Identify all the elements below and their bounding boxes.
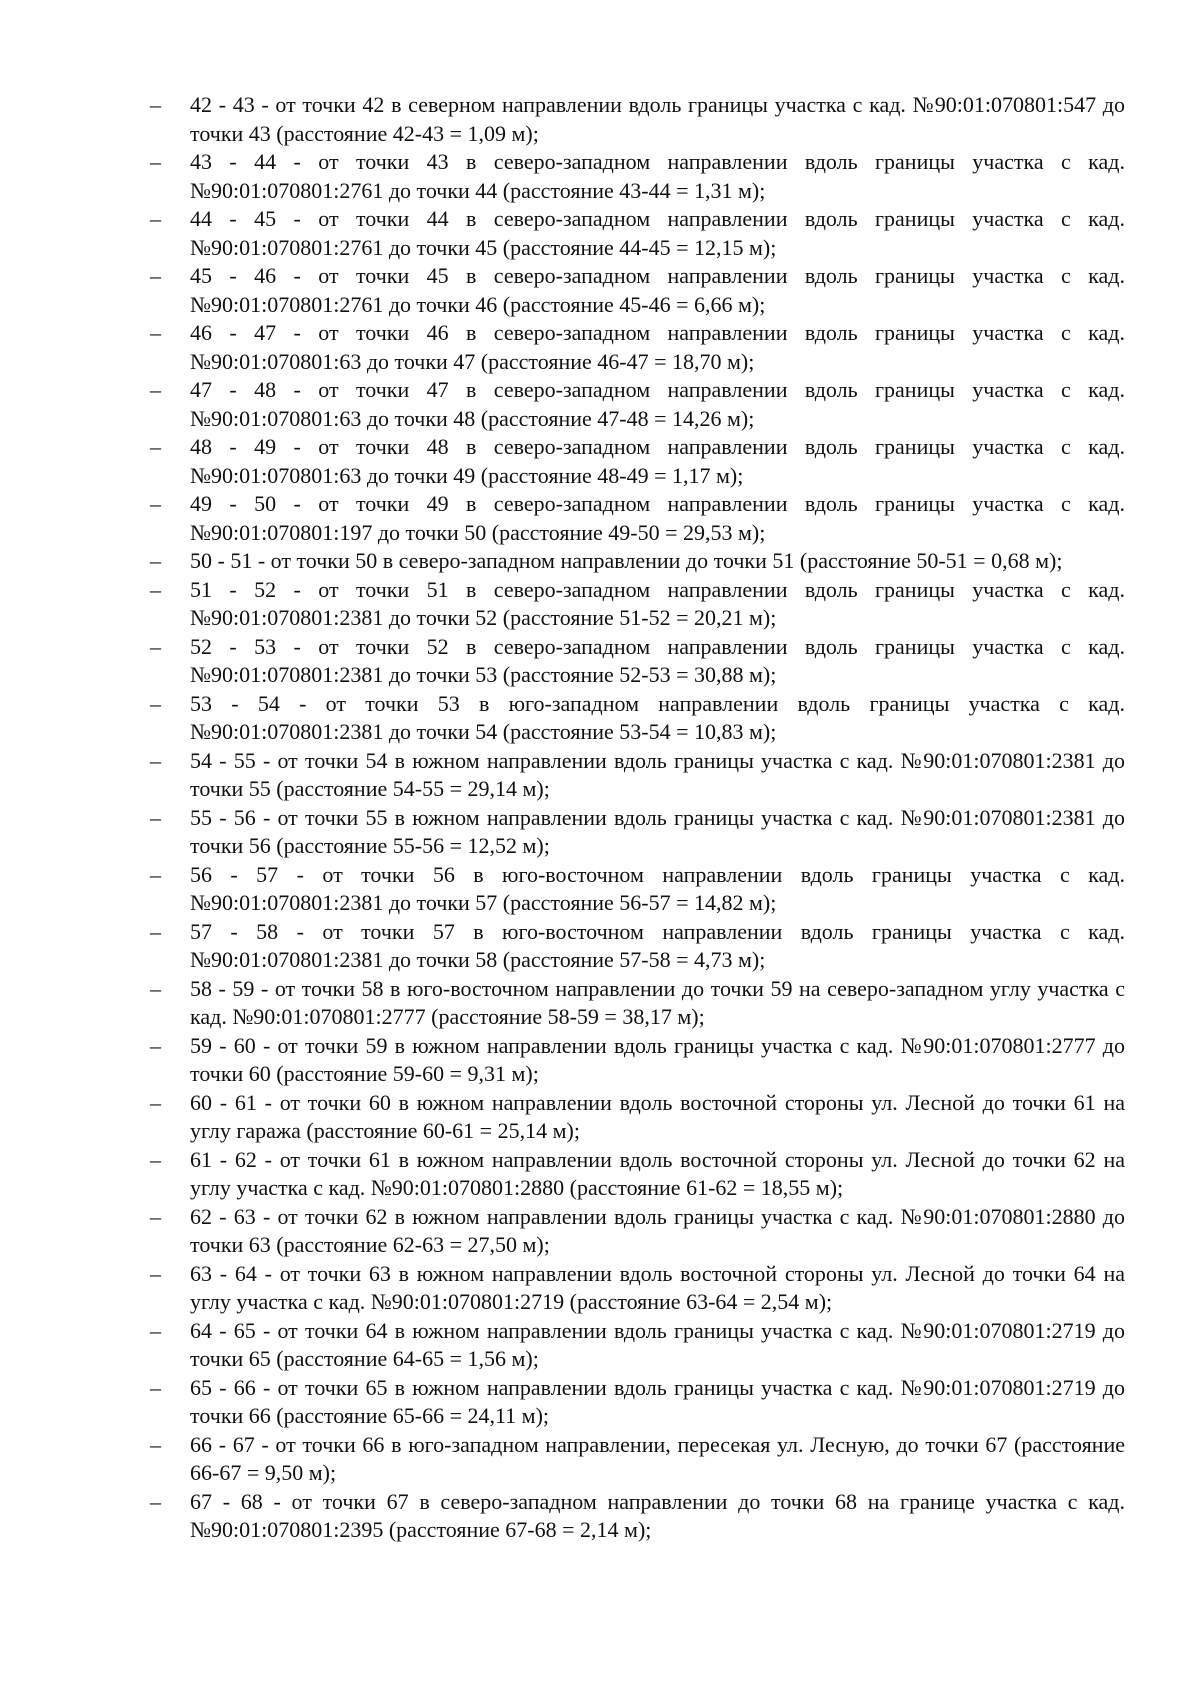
dash-bullet: –: [150, 206, 161, 231]
list-item-text: 45 - 46 - от точки 45 в северо-западном направлении вдоль границы участка с кад. №90:01:070801:2761 до точки 46 (расстояние 45-46 = 6,66 м);: [190, 263, 1125, 317]
list-item: [150, 576, 1125, 633]
dash-bullet: –: [150, 804, 161, 830]
list-item: [150, 633, 1125, 690]
list-item-text: 56 - 57 - от точки 56 в юго-восточном направлении вдоль границы участка с кад. №90:01:070801:2381 до точки 57 (расстояние 56-57 = 14,82 м);: [190, 861, 1125, 915]
list-item-text: 62 - 63 - от точки 62 в южном направлении вдоль границы участка с кад. №90:01:070801:2880 до точки 63 (расстояние 62-63 = 27,50 м);: [190, 1203, 1125, 1257]
list-item: [150, 804, 1125, 861]
list-item: [150, 861, 1125, 918]
list-item-text: 57 - 58 - от точки 57 в юго-восточном направлении вдоль границы участка с кад. №90:01:070801:2381 до точки 58 (расстояние 57-58 = 4,73 м);: [190, 918, 1125, 972]
dash-bullet: –: [150, 1146, 161, 1172]
list-item: [150, 376, 1125, 433]
list-item: [150, 918, 1125, 975]
list-item-text: 42 - 43 - от точки 42 в северном направлении вдоль границы участка с кад. №90:01:070801:547 до точки 43 (расстояние 42-43 = 1,09 м);: [190, 92, 1125, 146]
list-item: [150, 148, 1125, 205]
dash-bullet: –: [150, 1032, 161, 1058]
list-item-text: 65 - 66 - от точки 65 в южном направлении вдоль границы участка с кад. №90:01:070801:2719 до точки 66 (расстояние 65-66 = 24,11 м);: [190, 1374, 1125, 1428]
dash-bullet: –: [150, 1260, 161, 1286]
list-item: [150, 433, 1125, 490]
dash-bullet: –: [150, 1089, 161, 1115]
dash-bullet: –: [150, 861, 161, 887]
list-item-text: 44 - 45 - от точки 44 в северо-западном направлении вдоль границы участка с кад. №90:01:070801:2761 до точки 45 (расстояние 44-45 = 12,15 м);: [190, 206, 1125, 260]
list-item-text: 47 - 48 - от точки 47 в северо-западном направлении вдоль границы участка с кад. №90:01:070801:63 до точки 48 (расстояние 47-48 = 14,26 м);: [190, 377, 1125, 431]
dash-bullet: –: [150, 576, 161, 602]
dash-bullet: –: [150, 548, 161, 573]
list-item-text: 60 - 61 - от точки 60 в южном направлении вдоль восточной стороны ул. Лесной до точки 61 на углу гаража (расстояние 60-61 = 25,14 м);: [190, 1089, 1125, 1143]
list-item: [150, 1488, 1125, 1545]
list-item-text: 64 - 65 - от точки 64 в южном направлении вдоль границы участка с кад. №90:01:070801:2719 до точки 65 (расстояние 64-65 = 1,56 м);: [190, 1317, 1125, 1371]
dash-bullet: –: [150, 149, 161, 174]
list-item: [150, 1260, 1125, 1317]
list-item: [150, 205, 1125, 262]
dash-bullet: –: [150, 92, 161, 117]
list-item-text: 59 - 60 - от точки 59 в южном направлении вдоль границы участка с кад. №90:01:070801:2777 до точки 60 (расстояние 59-60 = 9,31 м);: [190, 1032, 1125, 1086]
list-item-text: 48 - 49 - от точки 48 в северо-западном направлении вдоль границы участка с кад. №90:01:070801:63 до точки 49 (расстояние 48-49 = 1,17 м);: [190, 434, 1125, 488]
list-item: [150, 262, 1125, 319]
dash-bullet: –: [150, 491, 161, 516]
list-item-text: 51 - 52 - от точки 51 в северо-западном направлении вдоль границы участка с кад. №90:01:070801:2381 до точки 52 (расстояние 51-52 = 20,21 м);: [190, 576, 1125, 630]
list-item: [150, 91, 1125, 148]
dash-bullet: –: [150, 320, 161, 345]
list-item-text: 49 - 50 - от точки 49 в северо-западном направлении вдоль границы участка с кад. №90:01:070801:197 до точки 50 (расстояние 49-50 = 29,53 м);: [190, 491, 1125, 545]
list-item: [150, 1089, 1125, 1146]
list-item: [150, 690, 1125, 747]
list-item: [150, 1317, 1125, 1374]
dash-bullet: –: [150, 918, 161, 944]
list-item-text: 61 - 62 - от точки 61 в южном направлении вдоль восточной стороны ул. Лесной до точки 62 на углу участка с кад. №90:01:070801:2880 (расстояние 61-62 = 18,55 м);: [190, 1146, 1125, 1200]
boundary-description-list: [150, 91, 1125, 1545]
dash-bullet: –: [150, 377, 161, 402]
dash-bullet: –: [150, 1488, 161, 1514]
list-item: [150, 975, 1125, 1032]
dash-bullet: –: [150, 975, 161, 1001]
dash-bullet: –: [150, 1317, 161, 1343]
list-item: [150, 1146, 1125, 1203]
list-item-text: 43 - 44 - от точки 43 в северо-западном направлении вдоль границы участка с кад. №90:01:070801:2761 до точки 44 (расстояние 43-44 = 1,31 м);: [190, 149, 1125, 203]
list-item-text: 46 - 47 - от точки 46 в северо-западном направлении вдоль границы участка с кад. №90:01:070801:63 до точки 47 (расстояние 46-47 = 18,70 м);: [190, 320, 1125, 374]
dash-bullet: –: [150, 434, 161, 459]
dash-bullet: –: [150, 747, 161, 773]
list-item-text: 58 - 59 - от точки 58 в юго-восточном направлении до точки 59 на северо-западном углу участка с кад. №90:01:070801:2777 (расстояние 58-59 = 38,17 м);: [190, 975, 1125, 1029]
list-item-text: 52 - 53 - от точки 52 в северо-западном направлении вдоль границы участка с кад. №90:01:070801:2381 до точки 53 (расстояние 52-53 = 30,88 м);: [190, 633, 1125, 687]
list-item-text: 55 - 56 - от точки 55 в южном направлении вдоль границы участка с кад. №90:01:070801:2381 до точки 56 (расстояние 55-56 = 12,52 м);: [190, 804, 1125, 858]
list-item-text: 66 - 67 - от точки 66 в юго-западном направлении, пересекая ул. Лесную, до точки 67 (расстояние 66-67 = 9,50 м);: [190, 1431, 1125, 1485]
list-item: [150, 319, 1125, 376]
list-item: [150, 1431, 1125, 1488]
dash-bullet: –: [150, 1431, 161, 1457]
dash-bullet: –: [150, 633, 161, 659]
list-item: [150, 1374, 1125, 1431]
list-item: [150, 1203, 1125, 1260]
dash-bullet: –: [150, 263, 161, 288]
list-item-text: 50 - 51 - от точки 50 в северо-западном направлении до точки 51 (расстояние 50-51 = 0,68 м);: [190, 548, 1063, 573]
list-item-text: 67 - 68 - от точки 67 в северо-западном направлении до точки 68 на границе участка с кад. №90:01:070801:2395 (расстояние 67-68 = 2,14 м);: [190, 1488, 1125, 1542]
list-item: [150, 1032, 1125, 1089]
list-item-text: 54 - 55 - от точки 54 в южном направлении вдоль границы участка с кад. №90:01:070801:2381 до точки 55 (расстояние 54-55 = 29,14 м);: [190, 747, 1125, 801]
list-item-text: 63 - 64 - от точки 63 в южном направлении вдоль восточной стороны ул. Лесной до точки 64 на углу участка с кад. №90:01:070801:2719 (расстояние 63-64 = 2,54 м);: [190, 1260, 1125, 1314]
dash-bullet: –: [150, 690, 161, 716]
dash-bullet: –: [150, 1203, 161, 1229]
dash-bullet: –: [150, 1374, 161, 1400]
list-item: [150, 490, 1125, 547]
list-item: [150, 547, 1125, 576]
list-item: [150, 747, 1125, 804]
list-item-text: 53 - 54 - от точки 53 в юго-западном направлении вдоль границы участка с кад. №90:01:070801:2381 до точки 54 (расстояние 53-54 = 10,83 м);: [190, 690, 1125, 744]
